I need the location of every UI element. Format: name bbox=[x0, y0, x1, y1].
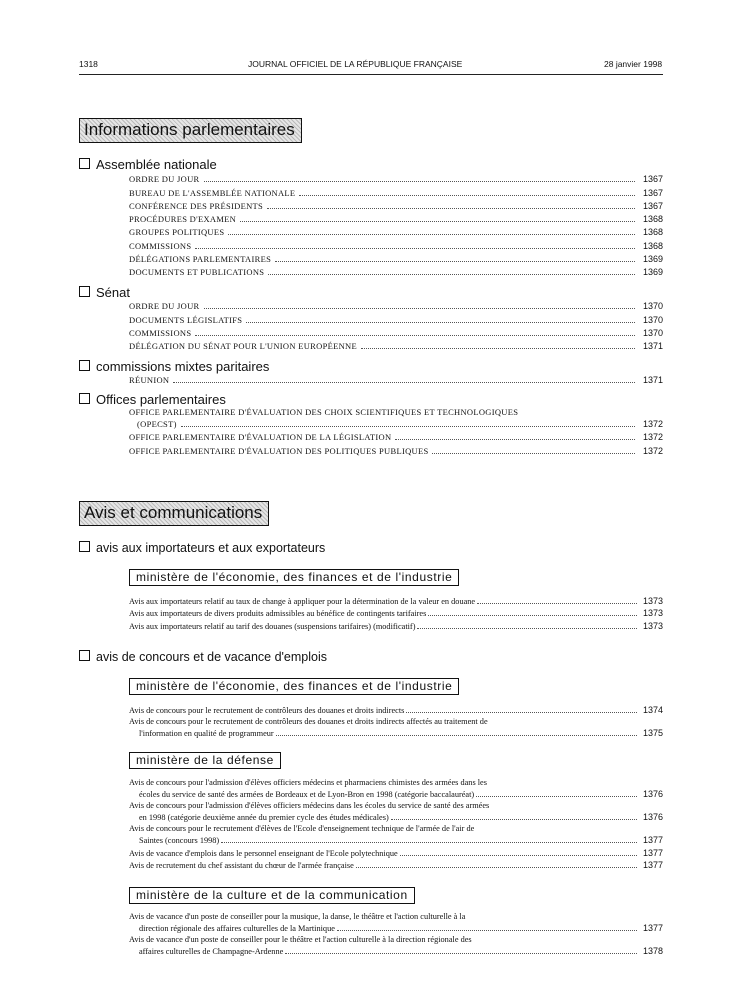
toc-page: 1368 bbox=[642, 227, 663, 238]
item-label[interactable]: Avis de concours pour le recrutement de contrôleurs des douanes et droits indirects affectés au traitement de bbox=[129, 716, 488, 726]
header-rule bbox=[79, 74, 663, 75]
leader-dots bbox=[299, 195, 635, 196]
toc-label: PROCÉDURES D'EXAMEN bbox=[129, 214, 237, 225]
toc-label: DÉLÉGATION DU SÉNAT POUR L'UNION EUROPÉENNE bbox=[129, 341, 357, 352]
leader-dots bbox=[275, 261, 635, 262]
section-title: Assemblée nationale bbox=[96, 157, 217, 172]
toc-page: 1371 bbox=[642, 341, 663, 352]
toc-label: DÉLÉGATIONS PARLEMENTAIRES bbox=[129, 254, 272, 265]
concours-defense-list bbox=[129, 777, 663, 871]
list-item[interactable] bbox=[129, 727, 663, 739]
item-page: 1373 bbox=[642, 608, 663, 618]
toc-label: OFFICE PARLEMENTAIRE D'ÉVALUATION DES POLITIQUES PUBLIQUES bbox=[129, 445, 429, 456]
toc-label: OFFICE PARLEMENTAIRE D'ÉVALUATION DE LA LÉGISLATION bbox=[129, 432, 392, 443]
toc-row[interactable] bbox=[129, 172, 663, 185]
toc-label: ORDRE DU JOUR bbox=[129, 301, 200, 312]
toc-page: 1369 bbox=[642, 267, 663, 278]
item-label: Avis de vacance d'emplois dans le personnel enseignant de l'Ecole polytechnique bbox=[129, 848, 398, 858]
leader-dots bbox=[268, 274, 635, 275]
leader-dots bbox=[395, 439, 635, 440]
item-page: 1373 bbox=[642, 620, 663, 631]
item-page: 1377 bbox=[642, 835, 663, 845]
list-item[interactable] bbox=[129, 619, 663, 632]
item-page: 1373 bbox=[642, 595, 663, 606]
leader-dots bbox=[477, 603, 637, 604]
list-item[interactable] bbox=[129, 594, 663, 607]
item-page: 1377 bbox=[642, 847, 663, 858]
item-label: Avis aux importateurs relatif au taux de change à appliquer pour la détermination de la valeur en douane bbox=[129, 596, 476, 606]
leader-dots bbox=[195, 248, 635, 249]
toc-row[interactable] bbox=[129, 212, 663, 225]
item-label: Avis de recrutement du chef assistant du chœur de l'armée française bbox=[129, 861, 354, 870]
toc-page: 1370 bbox=[642, 314, 663, 325]
section-assemblee-nationale bbox=[79, 157, 217, 172]
item-label[interactable]: Avis de vacance d'un poste de conseiller pour le théâtre et l'action culturelle à la direction régionale des bbox=[129, 935, 472, 944]
list-item[interactable] bbox=[129, 607, 663, 620]
item-page: 1376 bbox=[642, 789, 663, 799]
toc-label-cont: (OPECST) bbox=[137, 419, 177, 429]
concours-culture-list bbox=[129, 911, 663, 957]
section-title: Offices parlementaires bbox=[96, 392, 226, 407]
checkbox-icon bbox=[79, 360, 90, 371]
toc-row[interactable] bbox=[129, 185, 663, 198]
item-label[interactable]: Avis de concours pour l'admission d'élèves officiers médecins et pharmaciens chimistes des armées dans les bbox=[129, 778, 487, 787]
ministry-defense: ministère de la défense bbox=[129, 752, 281, 769]
list-item[interactable] bbox=[129, 846, 663, 859]
toc-label[interactable]: OFFICE PARLEMENTAIRE D'ÉVALUATION DES CHOIX SCIENTIFIQUES ET TECHNOLOGIQUES bbox=[129, 407, 519, 417]
leader-dots bbox=[204, 308, 636, 309]
toc-row[interactable] bbox=[129, 430, 663, 443]
toc-page: 1372 bbox=[642, 419, 663, 429]
toc-row[interactable] bbox=[129, 225, 663, 238]
issue-date: 28 janvier 1998 bbox=[604, 59, 663, 69]
toc-row[interactable] bbox=[129, 238, 663, 251]
toc-page: 1370 bbox=[642, 327, 663, 338]
toc-row[interactable] bbox=[129, 312, 663, 325]
list-item[interactable] bbox=[129, 922, 663, 934]
list-item[interactable] bbox=[129, 811, 663, 823]
item-label-cont: en 1998 (catégorie deuxième année du premier cycle des études médicales) bbox=[139, 813, 389, 822]
toc-label: GROUPES POLITIQUES bbox=[129, 227, 225, 238]
leader-dots bbox=[361, 348, 635, 349]
toc-label: DOCUMENTS ET PUBLICATIONS bbox=[129, 267, 265, 278]
toc-offices bbox=[129, 407, 663, 457]
leader-dots bbox=[356, 867, 637, 868]
leader-dots bbox=[240, 221, 635, 222]
list-item[interactable] bbox=[129, 945, 663, 957]
importers-list bbox=[129, 594, 663, 632]
section-avis-concours bbox=[79, 650, 327, 665]
toc-row[interactable] bbox=[129, 373, 663, 386]
list-item[interactable] bbox=[129, 859, 663, 872]
list-item[interactable] bbox=[129, 703, 663, 716]
leader-dots bbox=[417, 628, 637, 629]
checkbox-icon bbox=[79, 286, 90, 297]
leader-dots bbox=[204, 181, 636, 182]
leader-dots bbox=[173, 382, 635, 383]
section-title: avis de concours et de vacance d'emplois bbox=[96, 650, 327, 664]
leader-dots bbox=[432, 453, 635, 454]
toc-page: 1367 bbox=[642, 187, 663, 198]
toc-page: 1372 bbox=[642, 432, 663, 443]
toc-row[interactable] bbox=[129, 326, 663, 339]
item-label-cont: Saintes (concours 1998) bbox=[139, 836, 220, 845]
leader-dots bbox=[391, 819, 637, 820]
item-label[interactable]: Avis de concours pour le recrutement d'élèves de l'Ecole d'enseignement technique de l'armée de l'air de bbox=[129, 824, 475, 833]
leader-dots bbox=[195, 335, 635, 336]
toc-page: 1368 bbox=[642, 240, 663, 251]
item-label: Avis aux importateurs relatif au tarif des douanes (suspensions tarifaires) (modificatif) bbox=[129, 621, 416, 631]
toc-label: BUREAU DE L'ASSEMBLÉE NATIONALE bbox=[129, 187, 296, 198]
toc-page: 1368 bbox=[642, 214, 663, 225]
toc-row[interactable] bbox=[129, 199, 663, 212]
leader-dots bbox=[406, 712, 637, 713]
toc-label: ORDRE DU JOUR bbox=[129, 174, 200, 185]
item-page: 1377 bbox=[642, 923, 663, 933]
section-commissions-mixtes bbox=[79, 359, 269, 374]
toc-row[interactable] bbox=[129, 299, 663, 312]
section-avis-importateurs bbox=[79, 541, 325, 556]
checkbox-icon bbox=[79, 393, 90, 404]
section-title: commissions mixtes paritaires bbox=[96, 359, 270, 374]
leader-dots bbox=[246, 322, 635, 323]
journal-title: JOURNAL OFFICIEL DE LA RÉPUBLIQUE FRANÇAISE bbox=[248, 59, 463, 69]
leader-dots bbox=[337, 930, 637, 931]
item-page: 1378 bbox=[642, 946, 663, 956]
toc-page: 1371 bbox=[642, 375, 663, 386]
leader-dots bbox=[400, 855, 637, 856]
toc-page: 1369 bbox=[642, 254, 663, 265]
section-offices-parlementaires bbox=[79, 392, 226, 407]
leader-dots bbox=[428, 615, 637, 616]
toc-label: DOCUMENTS LÉGISLATIFS bbox=[129, 314, 243, 325]
leader-dots bbox=[276, 735, 637, 736]
item-label: Avis aux importateurs de divers produits admissibles au bénéfice de contingents tarifaires bbox=[129, 609, 427, 618]
ministry-economie: ministère de l'économie, des finances et de l'industrie bbox=[129, 678, 459, 695]
checkbox-icon bbox=[79, 158, 90, 169]
item-page: 1375 bbox=[642, 727, 663, 738]
checkbox-icon bbox=[79, 541, 90, 552]
section-senat bbox=[79, 285, 130, 300]
item-label-cont: direction régionale des affaires culturelles de la Martinique bbox=[139, 924, 335, 933]
checkbox-icon bbox=[79, 650, 90, 661]
toc-row[interactable] bbox=[129, 265, 663, 278]
leader-dots bbox=[285, 953, 637, 954]
toc-page: 1370 bbox=[642, 301, 663, 312]
toc-row[interactable] bbox=[129, 443, 663, 456]
item-page: 1374 bbox=[642, 704, 663, 715]
leader-dots bbox=[221, 842, 637, 843]
banner-avis-communications: Avis et communications bbox=[79, 501, 269, 526]
list-item[interactable] bbox=[129, 834, 663, 846]
item-label[interactable]: Avis de vacance d'un poste de conseiller pour la musique, la danse, le théâtre et l'action culturelle à la bbox=[129, 912, 466, 921]
toc-assemblee-nationale bbox=[129, 172, 663, 278]
section-title: Sénat bbox=[96, 285, 130, 300]
item-label[interactable]: Avis de concours pour l'admission d'élèves officiers médecins dans les écoles du service de santé des armées bbox=[129, 801, 490, 810]
toc-page: 1367 bbox=[642, 174, 663, 185]
toc-row[interactable] bbox=[129, 339, 663, 352]
item-page: 1376 bbox=[642, 812, 663, 822]
list-item[interactable] bbox=[129, 788, 663, 800]
toc-page: 1367 bbox=[642, 200, 663, 211]
item-page: 1377 bbox=[642, 860, 663, 870]
item-label-cont: écoles du service de santé des armées de Bordeaux et de Lyon-Bron en 1998 (catégorie baccalauréat) bbox=[139, 790, 475, 799]
toc-row[interactable] bbox=[129, 418, 663, 430]
item-label-cont: l'information en qualité de programmeur bbox=[139, 728, 274, 738]
leader-dots bbox=[228, 234, 635, 235]
toc-page: 1372 bbox=[642, 445, 663, 456]
leader-dots bbox=[267, 208, 635, 209]
toc-row[interactable] bbox=[129, 252, 663, 265]
toc-commissions-mixtes bbox=[129, 373, 663, 386]
toc-label: COMMISSIONS bbox=[129, 327, 192, 338]
toc-label: COMMISSIONS bbox=[129, 240, 192, 251]
toc-senat bbox=[129, 299, 663, 352]
ministry-economie: ministère de l'économie, des finances et de l'industrie bbox=[129, 569, 459, 586]
item-label-cont: affaires culturelles de Champagne-Ardenne bbox=[139, 947, 284, 956]
ministry-culture: ministère de la culture et de la communication bbox=[129, 887, 415, 904]
concours-economie-list bbox=[129, 703, 663, 739]
item-label: Avis de concours pour le recrutement de contrôleurs des douanes et droits indirects bbox=[129, 705, 405, 715]
toc-label: RÉUNION bbox=[129, 375, 170, 386]
section-title: avis aux importateurs et aux exportateurs bbox=[96, 541, 326, 555]
toc-label: CONFÉRENCE DES PRÉSIDENTS bbox=[129, 200, 264, 211]
banner-informations-parlementaires: Informations parlementaires bbox=[79, 118, 302, 143]
page-number: 1318 bbox=[79, 59, 98, 69]
leader-dots bbox=[181, 426, 635, 427]
leader-dots bbox=[476, 796, 637, 797]
